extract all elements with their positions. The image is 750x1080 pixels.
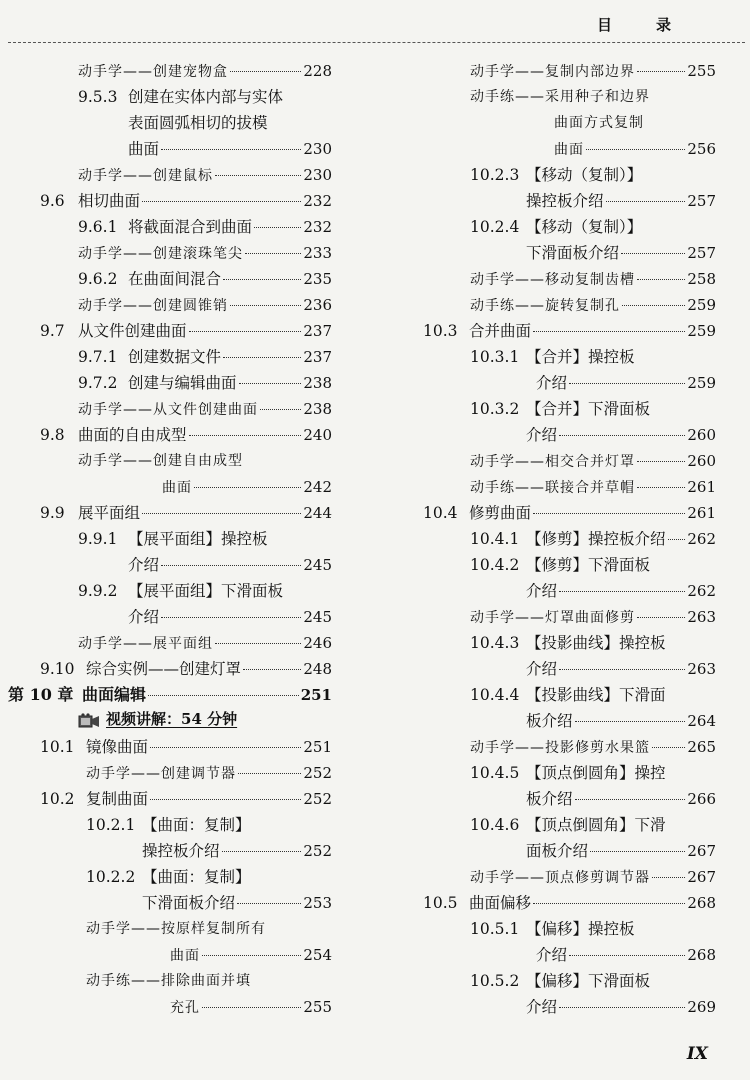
toc-entry-page: 252: [303, 764, 332, 782]
toc-entry-title: 板介绍: [526, 790, 573, 808]
dot-leader: [161, 149, 301, 150]
toc-entry-number: 10.1: [40, 738, 75, 756]
toc-entry-title: 动手学——创建鼠标: [78, 168, 213, 184]
dot-leader: [215, 643, 301, 644]
toc-entry[interactable]: [526, 656, 716, 682]
toc-entry[interactable]: [470, 266, 716, 292]
toc-entry-title: 介绍: [526, 998, 558, 1016]
dot-leader: [189, 435, 302, 436]
toc-entry-title: 综合实例——创建灯罩: [86, 660, 242, 678]
toc-entry-title: 动手学——灯罩曲面修剪: [470, 610, 635, 626]
toc-entry-title: 修剪曲面: [469, 504, 532, 522]
dot-leader: [222, 851, 302, 852]
toc-entry[interactable]: [78, 526, 332, 552]
toc-entry[interactable]: [78, 214, 332, 240]
toc-entry-number: 10.4.1: [470, 530, 520, 548]
toc-entry-page: 257: [687, 192, 716, 210]
dot-leader: [637, 617, 685, 618]
dot-leader: [575, 721, 686, 722]
footer-page-number: IX: [686, 1044, 708, 1064]
toc-entry-title: 合并曲面: [469, 322, 532, 340]
toc-entry-page: 264: [687, 712, 716, 730]
toc-entry-page: 257: [687, 244, 716, 262]
toc-entry-number: 9.9.1: [78, 530, 118, 548]
dot-leader: [533, 513, 685, 514]
toc-entry[interactable]: [40, 500, 332, 526]
dot-leader: [559, 591, 685, 592]
toc-entry[interactable]: [470, 734, 716, 760]
dot-leader: [533, 331, 685, 332]
toc-entry-page: 232: [303, 218, 332, 236]
toc-entry-page: 256: [687, 140, 716, 158]
toc-entry[interactable]: [78, 630, 332, 656]
toc-entry[interactable]: [536, 942, 716, 968]
dot-leader: [652, 877, 685, 878]
toc-entry[interactable]: [8, 682, 332, 708]
toc-entry-title: 曲面: [162, 480, 192, 496]
video-lecture-label: 视频讲解：54 分钟: [106, 710, 238, 728]
toc-entry-number: 10.4.2: [470, 556, 520, 574]
toc-entry-title: 【修剪】下滑面板: [526, 556, 651, 574]
dot-leader: [668, 539, 686, 540]
dot-leader: [150, 747, 301, 748]
toc-entry[interactable]: [78, 370, 332, 396]
dot-leader: [245, 253, 301, 254]
toc-entry-title: 动手学——从文件创建曲面: [78, 402, 258, 418]
toc-entry[interactable]: [470, 812, 716, 838]
toc-entry[interactable]: [78, 58, 332, 84]
toc-entry-title: 创建数据文件: [128, 348, 222, 366]
toc-entry-title: 动手练——采用种子和边界: [470, 89, 650, 105]
toc-entry[interactable]: [86, 812, 332, 838]
dot-leader: [569, 955, 685, 956]
toc-entry[interactable]: [170, 942, 332, 968]
toc-entry[interactable]: [526, 422, 716, 448]
toc-entry[interactable]: [78, 240, 332, 266]
toc-entry-title: 动手学——相交合并灯罩: [470, 454, 635, 470]
video-camera-icon: [78, 711, 100, 727]
toc-entry[interactable]: [470, 526, 716, 552]
dot-leader: [150, 799, 301, 800]
toc-entry-page: 258: [687, 270, 716, 288]
toc-entry-title: 表面圆弧相切的拔模: [128, 114, 268, 132]
toc-entry-page: 262: [687, 582, 716, 600]
toc-entry-title: 动手学——移动复制齿槽: [470, 272, 635, 288]
dot-leader: [637, 279, 685, 280]
dot-leader: [239, 383, 302, 384]
toc-entry[interactable]: [554, 110, 716, 136]
dot-leader: [586, 149, 685, 150]
dot-leader: [652, 747, 685, 748]
toc-entry-number: 9.9: [40, 504, 65, 522]
toc-entry-title: 在曲面间混合: [128, 270, 222, 288]
page-header: [8, 0, 745, 43]
dot-leader: [238, 773, 301, 774]
dot-leader: [254, 227, 301, 228]
dot-leader: [230, 71, 301, 72]
toc-entry[interactable]: [78, 266, 332, 292]
toc-entry-title: 动手学——创建自由成型: [78, 453, 243, 469]
dot-leader: [559, 1007, 685, 1008]
toc-entry-title: 展平面组: [78, 504, 141, 522]
toc-entry[interactable]: [78, 578, 332, 604]
toc-entry-title: 曲面: [128, 140, 160, 158]
toc-entry[interactable]: [128, 604, 332, 630]
toc-entry[interactable]: [526, 838, 716, 864]
toc-entry-title: 动手学——创建宠物盒: [78, 64, 228, 80]
toc-entry-page: 259: [687, 374, 716, 392]
toc-entry-number: 10.3: [423, 322, 458, 340]
toc-entry-number: 10.4.5: [470, 764, 520, 782]
toc-entry[interactable]: [470, 864, 716, 890]
toc-entry-page: 236: [303, 296, 332, 314]
toc-entry[interactable]: [470, 604, 716, 630]
dot-leader: [230, 305, 301, 306]
toc-entry-page: 248: [303, 660, 332, 678]
toc-entry-page: 251: [300, 686, 332, 704]
toc-entry[interactable]: [78, 292, 332, 318]
dot-leader: [189, 331, 302, 332]
dot-leader: [223, 279, 301, 280]
toc-entry-title: 动手学——投影修剪水果篮: [470, 740, 650, 756]
toc-entry-number: 10.5.2: [470, 972, 520, 990]
toc-entry-title: 介绍: [536, 946, 568, 964]
toc-entry-page: 268: [687, 946, 716, 964]
toc-entry-title: 【展平面组】操控板: [128, 530, 268, 548]
toc-entry-number: 9.6.1: [78, 218, 118, 236]
toc-entry[interactable]: [526, 994, 716, 1020]
dot-leader: [142, 201, 301, 202]
toc-entry-title: 动手练——旋转复制孔: [470, 298, 620, 314]
toc-entry[interactable]: [40, 734, 332, 760]
toc-entry[interactable]: [142, 838, 332, 864]
toc-entry-page: 252: [303, 790, 332, 808]
toc-entry-number: 10.3.2: [470, 400, 520, 418]
toc-entry-title: 动手学——复制内部边界: [470, 64, 635, 80]
toc-entry-page: 245: [303, 608, 332, 626]
toc-entry[interactable]: [86, 760, 332, 786]
dot-leader: [637, 487, 685, 488]
dot-leader: [637, 461, 685, 462]
toc-entry[interactable]: [78, 162, 332, 188]
toc-entry-title: 【投影曲线】下滑面: [526, 686, 666, 704]
toc-entry-number: 10.2.4: [470, 218, 520, 236]
toc-entry[interactable]: [40, 656, 332, 682]
dot-leader: [569, 383, 685, 384]
toc-entry-number: 9.6.2: [78, 270, 118, 288]
toc-entry-page: 245: [303, 556, 332, 574]
dot-leader: [559, 435, 685, 436]
toc-entry[interactable]: [470, 344, 716, 370]
toc-entry-title: 介绍: [526, 660, 558, 678]
toc-entry[interactable]: [470, 474, 716, 500]
toc-entry-number: 10.2.2: [86, 868, 136, 886]
toc-entry[interactable]: [470, 292, 716, 318]
toc-entry-page: 268: [687, 894, 716, 912]
dot-leader: [194, 487, 301, 488]
toc-entry-number: 第 10 章: [8, 685, 74, 704]
toc-entry-title: 【投影曲线】操控板: [526, 634, 666, 652]
toc-entry-number: 9.5.3: [78, 88, 118, 106]
toc-entry-page: 240: [303, 426, 332, 444]
toc-entry[interactable]: [78, 84, 332, 110]
toc-entry-title: 曲面: [170, 948, 200, 964]
dot-leader: [575, 799, 686, 800]
toc-entry[interactable]: [536, 370, 716, 396]
dot-leader: [148, 695, 299, 696]
toc-entry-title: 动手学——顶点修剪调节器: [470, 870, 650, 886]
toc-entry-number: 10.2: [40, 790, 75, 808]
toc-entry-number: 10.5.1: [470, 920, 520, 938]
toc-entry[interactable]: [40, 422, 332, 448]
toc-entry-number: 9.7.2: [78, 374, 118, 392]
toc-entry-title: 创建与编辑曲面: [128, 374, 237, 392]
toc-entry-page: 230: [303, 140, 332, 158]
toc-entry-page: 260: [687, 426, 716, 444]
toc-entry[interactable]: [128, 136, 332, 162]
toc-entry[interactable]: [128, 110, 332, 136]
toc-entry-page: 235: [303, 270, 332, 288]
toc-entry-title: 操控板介绍: [526, 192, 604, 210]
toc-entry[interactable]: [423, 318, 716, 344]
toc-entry-title: 将截面混合到曲面: [128, 218, 253, 236]
toc-entry[interactable]: [78, 396, 332, 422]
toc-entry[interactable]: [470, 58, 716, 84]
toc-entry-page: 238: [303, 374, 332, 392]
toc-entry[interactable]: [554, 136, 716, 162]
video-lecture-line[interactable]: [78, 706, 237, 732]
toc-entry-title: 动手练——联接合并草帽: [470, 480, 635, 496]
toc-entry-number: 9.8: [40, 426, 65, 444]
toc-entry-page: 246: [303, 634, 332, 652]
toc-entry-title: 【偏移】操控板: [526, 920, 635, 938]
toc-entry[interactable]: [526, 578, 716, 604]
dot-leader: [559, 669, 685, 670]
toc-entry-number: 9.7.1: [78, 348, 118, 366]
toc-entry-page: 260: [687, 452, 716, 470]
toc-entry-title: 操控板介绍: [142, 842, 220, 860]
toc-entry[interactable]: [423, 890, 716, 916]
toc-entry-title: 介绍: [128, 608, 160, 626]
dot-leader: [243, 669, 301, 670]
toc-entry[interactable]: [86, 916, 332, 942]
dot-leader: [142, 513, 301, 514]
toc-entry-page: 254: [303, 946, 332, 964]
toc-entry-title: 介绍: [128, 556, 160, 574]
toc-entry[interactable]: [162, 474, 332, 500]
toc-entry-page: 244: [303, 504, 332, 522]
toc-entry[interactable]: [423, 500, 716, 526]
toc-entry[interactable]: [142, 890, 332, 916]
toc-entry-page: 251: [303, 738, 332, 756]
toc-entry-page: 259: [687, 296, 716, 314]
toc-entry-page: 267: [687, 842, 716, 860]
toc-entry[interactable]: [470, 760, 716, 786]
dot-leader: [237, 903, 301, 904]
toc-entry-title: 动手学——按原样复制所有: [86, 921, 266, 937]
toc-entry-page: 237: [303, 348, 332, 366]
toc-entry[interactable]: [170, 994, 332, 1020]
toc-entry[interactable]: [470, 162, 716, 188]
toc-entry-title: 相切曲面: [78, 192, 141, 210]
toc-entry-title: 动手学——展平面组: [78, 636, 213, 652]
dot-leader: [215, 175, 301, 176]
toc-entry-number: 10.3.1: [470, 348, 520, 366]
toc-entry[interactable]: [470, 448, 716, 474]
toc-entry[interactable]: [86, 968, 332, 994]
toc-entry-title: 曲面的自由成型: [78, 426, 187, 444]
toc-entry[interactable]: [78, 344, 332, 370]
toc-entry-number: 10.4: [423, 504, 458, 522]
toc-entry[interactable]: [526, 240, 716, 266]
toc-entry[interactable]: [470, 84, 716, 110]
toc-entry-page: 263: [687, 608, 716, 626]
toc-entry-number: 9.6: [40, 192, 65, 210]
dot-leader: [223, 357, 301, 358]
toc-entry-title: 动手学——创建圆锥销: [78, 298, 228, 314]
toc-entry-page: 255: [303, 998, 332, 1016]
toc-entry[interactable]: [470, 630, 716, 656]
toc-entry-title: 【合并】操控板: [526, 348, 635, 366]
dot-leader: [590, 851, 685, 852]
toc-entry-page: 261: [687, 478, 716, 496]
toc-entry-page: 269: [687, 998, 716, 1016]
toc-entry-title: 下滑面板介绍: [526, 244, 620, 262]
toc-entry-page: 259: [687, 322, 716, 340]
toc-entry-title: 介绍: [526, 426, 558, 444]
toc-entry-title: 【合并】下滑面板: [526, 400, 651, 418]
toc-entry-number: 10.5: [423, 894, 458, 912]
toc-entry-page: 237: [303, 322, 332, 340]
toc-entry-number: 9.7: [40, 322, 65, 340]
dot-leader: [161, 565, 301, 566]
toc-entry-title: 曲面方式复制: [554, 115, 644, 131]
toc-entry-page: 255: [687, 62, 716, 80]
toc-entry-title: 【顶点倒圆角】操控: [526, 764, 666, 782]
toc-entry-page: 252: [303, 842, 332, 860]
dot-leader: [161, 617, 301, 618]
toc-entry-page: 232: [303, 192, 332, 210]
toc-entry-number: 10.4.6: [470, 816, 520, 834]
toc-entry-number: 10.2.1: [86, 816, 136, 834]
toc-entry-page: 265: [687, 738, 716, 756]
header-title: 目录: [596, 16, 715, 34]
toc-entry-title: 【展平面组】下滑面板: [128, 582, 284, 600]
dot-leader: [621, 253, 685, 254]
toc-entry-title: 【顶点倒圆角】下滑: [526, 816, 666, 834]
toc-entry-page: 230: [303, 166, 332, 184]
toc-entry-title: 【偏移】下滑面板: [526, 972, 651, 990]
toc-entry[interactable]: [128, 552, 332, 578]
toc-entry-number: 10.4.3: [470, 634, 520, 652]
toc-entry[interactable]: [470, 682, 716, 708]
toc-entry[interactable]: [470, 916, 716, 942]
toc-entry-title: 【修剪】操控板介绍: [526, 530, 666, 548]
toc-entry-page: 261: [687, 504, 716, 522]
toc-entry-number: 9.9.2: [78, 582, 118, 600]
dot-leader: [202, 1007, 301, 1008]
toc-entry[interactable]: [470, 968, 716, 994]
toc-entry-title: 曲面编辑: [82, 685, 147, 704]
toc-entry[interactable]: [526, 786, 716, 812]
toc-entry-title: 镜像曲面: [86, 738, 149, 756]
toc-entry-title: 曲面偏移: [469, 894, 532, 912]
toc-entry[interactable]: [40, 318, 332, 344]
toc-entry[interactable]: [470, 396, 716, 422]
toc-entry[interactable]: [470, 552, 716, 578]
toc-entry-title: 介绍: [526, 582, 558, 600]
toc-entry-title: 复制曲面: [86, 790, 149, 808]
toc-entry-title: 板介绍: [526, 712, 573, 730]
toc-entry-title: 【移动（复制）】: [526, 218, 643, 236]
toc-entry[interactable]: [40, 188, 332, 214]
toc-entry-page: 262: [687, 530, 716, 548]
dot-leader: [622, 305, 685, 306]
toc-entry[interactable]: [86, 864, 332, 890]
toc-entry-title: 动手练——排除曲面并填: [86, 973, 251, 989]
toc-entry-title: 创建在实体内部与实体: [128, 88, 284, 106]
toc-entry[interactable]: [78, 448, 332, 474]
toc-entry-title: 动手学——创建调节器: [86, 766, 236, 782]
toc-entry[interactable]: [526, 708, 716, 734]
toc-entry-title: 充孔: [170, 1000, 200, 1016]
toc-entry-title: 【移动（复制）】: [526, 166, 643, 184]
toc-entry-page: 233: [303, 244, 332, 262]
toc-entry-page: 228: [303, 62, 332, 80]
dot-leader: [606, 201, 686, 202]
toc-entry[interactable]: [40, 786, 332, 812]
toc-entry-title: 动手学——创建滚珠笔尖: [78, 246, 243, 262]
toc-entry-title: 面板介绍: [526, 842, 589, 860]
toc-entry-title: 介绍: [536, 374, 568, 392]
toc-entry-title: 【曲面：复制】: [142, 816, 251, 834]
toc-entry[interactable]: [470, 214, 716, 240]
toc-entry-page: 253: [303, 894, 332, 912]
dot-leader: [637, 71, 685, 72]
toc-entry-number: 10.4.4: [470, 686, 520, 704]
toc-entry-page: 266: [687, 790, 716, 808]
toc-entry[interactable]: [526, 188, 716, 214]
dot-leader: [202, 955, 301, 956]
dot-leader: [260, 409, 301, 410]
toc-entry-number: 9.10: [40, 660, 75, 678]
toc-entry-page: 242: [303, 478, 332, 496]
toc-entry-title: 从文件创建曲面: [78, 322, 187, 340]
toc-entry-page: 267: [687, 868, 716, 886]
toc-entry-title: 下滑面板介绍: [142, 894, 236, 912]
dot-leader: [533, 903, 685, 904]
toc-entry-title: 曲面: [554, 142, 584, 158]
toc-entry-page: 238: [303, 400, 332, 418]
toc-entry-page: 263: [687, 660, 716, 678]
toc-entry-number: 10.2.3: [470, 166, 520, 184]
toc-entry-title: 【曲面：复制】: [142, 868, 251, 886]
